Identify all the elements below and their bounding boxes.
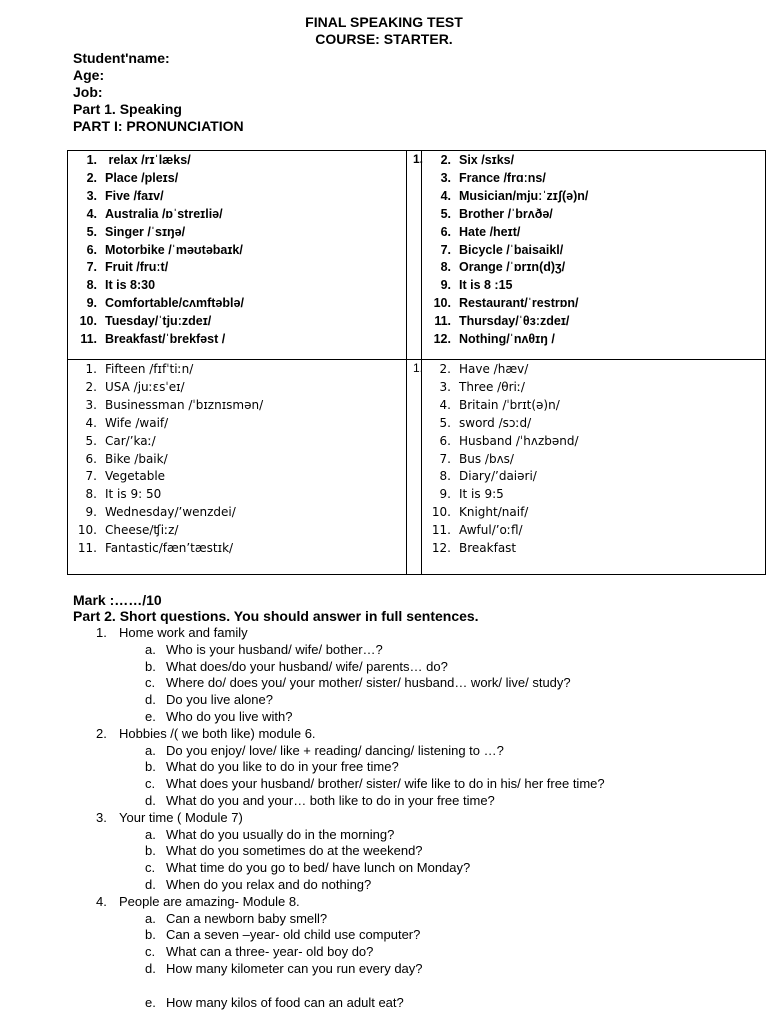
question-item: a. Who is your husband/ wife/ bother…?: [145, 641, 383, 657]
question-item: d. What do you and your… both like to do in your free time?: [145, 792, 495, 808]
list-item: 4. Australia /ɒˈstreɪliə/: [86, 206, 223, 221]
list-item: 3. Businessman /ˈbɪznɪsmən/: [85, 397, 264, 412]
question-item: a. What do you usually do in the morning?: [145, 826, 395, 842]
question-item: a. Can a newborn baby smell?: [145, 910, 328, 926]
list-item: 9. It is 8 :15: [440, 278, 513, 293]
list-item: 6. Hate /heɪt/: [440, 224, 521, 239]
list-item: 11. Breakfast/ˈbrekfəst /: [80, 332, 226, 347]
list-item: 10. Tuesday/ˈtjuːzdeɪ/: [79, 314, 212, 329]
question-item: a. Do you enjoy/ love/ like + reading/ dancing/ listening to …?: [145, 742, 504, 758]
question-item: e. How many kilos of food can an adult eat?: [145, 994, 404, 1010]
question-item: c. What can a three- year- old boy do?: [145, 944, 374, 960]
question-topic: 1. Home work and family: [96, 625, 248, 640]
list-item: 6. Motorbike /ˈməʊtəbaɪk/: [86, 242, 243, 257]
list-item: 12. Breakfast: [431, 541, 517, 556]
list-item: 5. Singer /ˈsɪŋə/: [86, 224, 186, 239]
list-item: 6. Bike /baik/: [85, 451, 168, 466]
blank-line: [96, 978, 605, 995]
course-title: COURSE: STARTER.: [315, 31, 453, 47]
list-item: 11. Awful/’oːfl/: [431, 523, 523, 538]
part1-heading: Part 1. Speaking: [73, 101, 182, 117]
list-item: 2. Have /hæv/: [439, 362, 529, 376]
list-item: 2. Six /sɪks/: [440, 153, 515, 167]
list-item: 12. Nothing/ˈnʌθɪŋ /: [433, 332, 555, 347]
list-item: 10. Cheese/ʧiːz/: [77, 523, 179, 538]
list-item: 6. Husband /ˈhʌzbənd/: [439, 433, 579, 448]
list-item: 7. Vegetable: [85, 469, 166, 484]
pronunciation-table-2: [67, 360, 766, 575]
list-item: 10. Restaurant/ˈrestrɒn/: [433, 296, 579, 311]
list-item: 3. Five /faɪv/: [86, 188, 164, 203]
question-topic: 3. Your time ( Module 7): [96, 809, 243, 825]
question-item: b. Can a seven –year- old child use computer?: [145, 927, 421, 943]
list-item: 7. Fruit /fruːt/: [86, 260, 169, 275]
column-divider: [406, 360, 407, 574]
part2-heading: Part 2. Short questions. You should answer in full sentences.: [73, 608, 479, 624]
list-item: 11. Fantastic/fæn’tæstɪk/: [77, 541, 234, 556]
question-item: b. What does/do your husband/ wife/ parents… do?: [145, 658, 448, 674]
job-label: Job:: [73, 84, 103, 100]
word-list-left: [73, 361, 263, 558]
list-item: 1. Fifteen /fɪfˈtiːn/: [85, 362, 194, 376]
question-item: c. What time do you go to bed/ have lunch on Monday?: [145, 860, 471, 876]
list-item: 1. relax /rɪˈlæks/: [86, 153, 191, 167]
column-divider: [421, 360, 422, 574]
list-item: 4. Wife /waif/: [85, 415, 169, 430]
pronunciation-heading: PART I: PRONUNCIATION: [73, 118, 244, 134]
question-item: c. Where do/ does you/ your mother/ sister/ husband… work/ live/ study?: [145, 675, 571, 691]
question-item: e. Who do you live with?: [145, 708, 293, 724]
row-marker: 1.: [413, 361, 424, 375]
list-item: 8. Orange /ˈɒrɪn(d)ʒ/: [440, 260, 566, 275]
list-item: 9. Wednesday/’wenzdei/: [85, 505, 236, 520]
list-item: 8. It is 9: 50: [85, 487, 162, 502]
list-item: 5. Brother /ˈbrʌðə/: [440, 206, 553, 221]
list-item: 2. Place /pleɪs/: [86, 170, 179, 185]
row-marker: 1.: [413, 152, 424, 166]
question-item: b. What do you like to do in your free time?: [145, 759, 399, 775]
word-list-right: [427, 361, 579, 558]
list-item: 9. It is 9:5: [439, 487, 504, 502]
age-label: Age:: [73, 67, 105, 83]
question-item: c. What does your husband/ brother/ sister/ wife like to do in his/ her free time?: [145, 776, 605, 792]
document-header: [0, 14, 768, 48]
pronunciation-table-1: [67, 150, 766, 360]
student-info: [73, 50, 244, 135]
list-item: 11. Thursday/ˈθɜːzdeɪ/: [434, 314, 570, 329]
student-name-label: Student'name:: [73, 50, 170, 66]
list-item: 9. Comfortable/cʌmftəblə/: [86, 296, 244, 311]
question-topic: 4. People are amazing- Module 8.: [96, 893, 300, 909]
question-list: [96, 625, 605, 1012]
question-item: d. Do you live alone?: [145, 692, 273, 708]
list-item: 7. Bicycle /ˈbaisaikl/: [440, 242, 564, 257]
list-item: 8. It is 8:30: [86, 278, 156, 293]
list-item: 4. Britain /ˈbrɪt(ə)n/: [439, 397, 560, 412]
word-list-right: [427, 152, 588, 349]
list-item: 8. Diary/’daiəri/: [439, 469, 537, 484]
column-divider: [421, 151, 422, 359]
word-list-left: [73, 152, 244, 349]
question-item: b. What do you sometimes do at the weekend?: [145, 843, 423, 859]
list-item: 3. France /frɑːns/: [440, 170, 546, 185]
list-item: 2. USA /juːɛsˈeɪ/: [85, 379, 185, 394]
list-item: 5. Car/’kaː/: [85, 433, 156, 448]
list-item: 5. sword /sɔːd/: [439, 415, 532, 430]
column-divider: [406, 151, 407, 359]
list-item: 10. Knight/naif/: [431, 505, 529, 520]
question-topic: 2. Hobbies /( we both like) module 6.: [96, 725, 316, 741]
mark-line: Mark :……/10: [73, 592, 162, 608]
list-item: 7. Bus /bʌs/: [439, 451, 514, 466]
question-item: d. How many kilometer can you run every day?: [145, 960, 423, 976]
list-item: 4. Musician/mjuːˈzɪʃ(ə)n/: [440, 188, 589, 203]
test-title: FINAL SPEAKING TEST: [305, 14, 463, 30]
question-item: d. When do you relax and do nothing?: [145, 876, 372, 892]
list-item: 3. Three /θriː/: [439, 379, 525, 394]
